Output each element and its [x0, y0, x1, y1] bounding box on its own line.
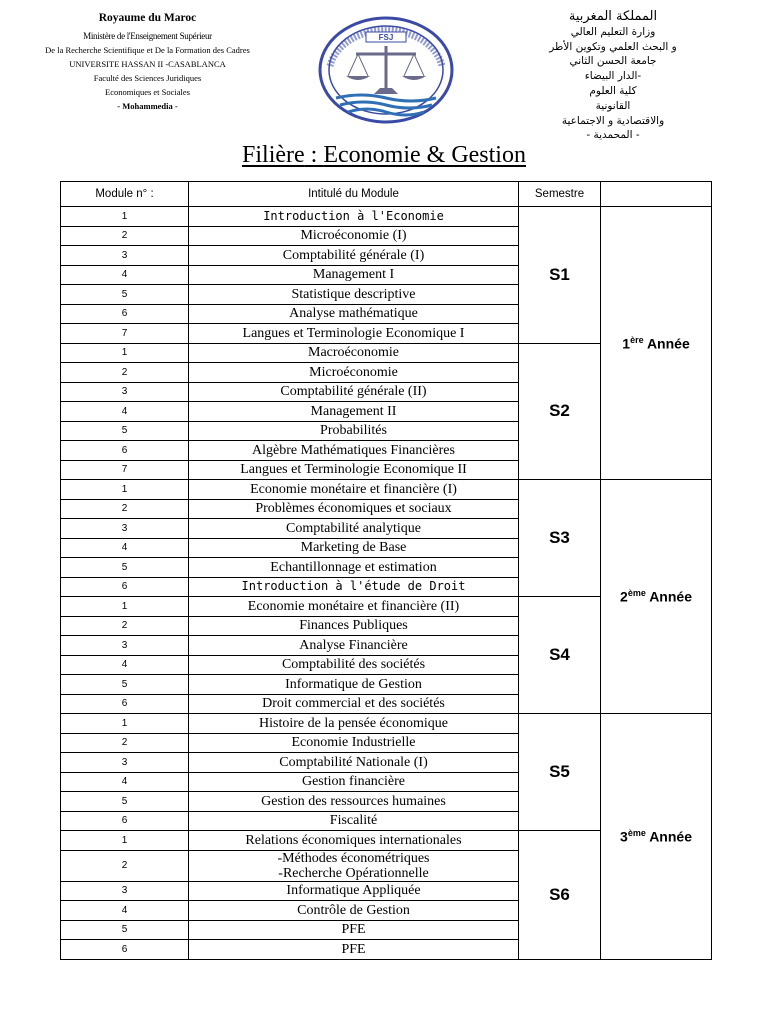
module-title: Echantillonnage et estimation — [189, 558, 519, 578]
research-label: De la Recherche Scientifique et De la Formation des Cadres — [45, 45, 250, 55]
year-cell — [601, 207, 712, 480]
module-number: 3 — [61, 382, 189, 402]
arabic-line-3: و البحث العلمي وتكوين الأطر — [549, 40, 677, 53]
module-title: Gestion financière — [189, 772, 519, 792]
table-row — [61, 207, 712, 227]
year-label: Année — [643, 335, 690, 352]
module-title: Introduction à l'étude de Droit — [189, 577, 519, 597]
semester-cell: S4 — [519, 597, 601, 714]
module-title: Comptabilité des sociétés — [189, 655, 519, 675]
module-title: Algèbre Mathématiques Financières — [189, 441, 519, 461]
module-title: Comptabilité générale (II) — [189, 382, 519, 402]
module-title: Macroéconomie — [189, 343, 519, 363]
semester-cell: S5 — [519, 714, 601, 831]
module-title: Comptabilité Nationale (I) — [189, 753, 519, 773]
module-title: PFE — [189, 920, 519, 940]
semester-cell: S3 — [519, 480, 601, 597]
module-number: 2 — [61, 226, 189, 246]
module-number: 1 — [61, 714, 189, 734]
module-number: 5 — [61, 421, 189, 441]
module-title: Marketing de Base — [189, 538, 519, 558]
arabic-line-2: وزارة التعليم العالي — [570, 25, 656, 38]
title-separator: : — [304, 142, 324, 168]
module-title: Informatique de Gestion — [189, 675, 519, 695]
module-number: 6 — [61, 811, 189, 831]
svg-text:FSJ: FSJ — [378, 33, 394, 42]
header-right — [498, 10, 728, 143]
module-number: 6 — [61, 940, 189, 960]
year-cell — [601, 714, 712, 960]
module-title: Comptabilité analytique — [189, 519, 519, 539]
header-title: Intitulé du Module — [189, 182, 519, 207]
module-number: 5 — [61, 285, 189, 305]
header-year — [601, 182, 712, 207]
module-number: 5 — [61, 675, 189, 695]
module-number: 3 — [61, 881, 189, 901]
module-number: 5 — [61, 920, 189, 940]
module-title: Gestion des ressources humaines — [189, 792, 519, 812]
module-title: Fiscalité — [189, 811, 519, 831]
table-header-row — [61, 182, 712, 207]
module-number: 6 — [61, 577, 189, 597]
module-number: 7 — [61, 324, 189, 344]
module-number: 1 — [61, 207, 189, 227]
module-title — [189, 850, 519, 881]
module-number: 1 — [61, 343, 189, 363]
module-title: Relations économiques internationales — [189, 831, 519, 851]
module-number: 3 — [61, 636, 189, 656]
module-number: 6 — [61, 694, 189, 714]
arabic-line-5: -الدار البيضاء — [584, 70, 642, 83]
table-row — [61, 714, 712, 734]
module-title-line: -Recherche Opérationnelle — [278, 865, 429, 881]
header-module: Module n° : — [61, 182, 189, 207]
arabic-line-4: جامعة الحسن الثاني — [569, 55, 657, 68]
module-number: 4 — [61, 655, 189, 675]
module-title: Probabilités — [189, 421, 519, 441]
city-label: - Mohammedia - — [117, 101, 178, 111]
module-number: 4 — [61, 772, 189, 792]
module-title: Analyse mathématique — [189, 304, 519, 324]
module-number: 4 — [61, 265, 189, 285]
arabic-line-1: المملكة المغربية — [568, 9, 658, 24]
module-title: Histoire de la pensée économique — [189, 714, 519, 734]
module-number: 2 — [61, 616, 189, 636]
ministry-label: Ministère de l'Enseignement Supérieur — [83, 31, 212, 41]
module-number: 3 — [61, 246, 189, 266]
arabic-line-9: - المحمدية - — [586, 129, 640, 142]
year-suffix: ème — [627, 588, 646, 599]
module-title: Droit commercial et des sociétés — [189, 694, 519, 714]
table-row — [61, 480, 712, 500]
module-title: Analyse Financière — [189, 636, 519, 656]
module-number: 2 — [61, 733, 189, 753]
header-semester: Semestre — [519, 182, 601, 207]
module-number: 5 — [61, 792, 189, 812]
module-number: 2 — [61, 363, 189, 383]
title-sub: Economie & Gestion — [323, 142, 526, 168]
module-title: Economie monétaire et financière (I) — [189, 480, 519, 500]
header-left — [25, 12, 270, 113]
module-number: 7 — [61, 460, 189, 480]
year-cell — [601, 480, 712, 714]
module-title: Langues et Terminologie Economique II — [189, 460, 519, 480]
title-main: Filière — [242, 142, 305, 168]
module-title: Statistique descriptive — [189, 285, 519, 305]
module-number: 6 — [61, 441, 189, 461]
module-number: 6 — [61, 304, 189, 324]
faculty-label-2: Economiques et Sociales — [105, 87, 190, 97]
year-suffix: ère — [630, 334, 644, 345]
module-number: 1 — [61, 831, 189, 851]
module-title: Problèmes économiques et sociaux — [189, 499, 519, 519]
module-number: 4 — [61, 538, 189, 558]
module-number: 3 — [61, 753, 189, 773]
module-title: Introduction à l'Economie — [189, 207, 519, 227]
faculty-logo — [316, 14, 456, 126]
module-number: 1 — [61, 480, 189, 500]
kingdom-label: Royaume du Maroc — [98, 12, 197, 24]
module-title: Economie monétaire et financière (II) — [189, 597, 519, 617]
page-title — [0, 142, 768, 169]
semester-cell: S6 — [519, 831, 601, 960]
modules-table — [60, 181, 712, 960]
module-title: Contrôle de Gestion — [189, 901, 519, 921]
module-number: 4 — [61, 901, 189, 921]
module-title-line: -Méthodes économétriques — [277, 850, 430, 866]
module-title: PFE — [189, 940, 519, 960]
module-number: 5 — [61, 558, 189, 578]
faculty-label-1: Faculté des Sciences Juridiques — [93, 73, 202, 83]
year-suffix: ème — [627, 827, 646, 838]
module-title: Microéconomie — [189, 363, 519, 383]
module-number: 2 — [61, 850, 189, 881]
module-title: Economie Industrielle — [189, 733, 519, 753]
module-title: Management II — [189, 402, 519, 422]
module-number: 3 — [61, 519, 189, 539]
module-number: 1 — [61, 597, 189, 617]
module-title: Management I — [189, 265, 519, 285]
module-number: 2 — [61, 499, 189, 519]
year-number: 2 — [620, 588, 628, 605]
module-title: Finances Publiques — [189, 616, 519, 636]
year-number: 3 — [620, 828, 628, 845]
module-title: Microéconomie (I) — [189, 226, 519, 246]
arabic-line-8: والاقتصادية و الاجتماعية — [561, 114, 665, 127]
arabic-line-6: كلية العلوم — [589, 84, 637, 97]
year-label: Année — [645, 588, 692, 605]
module-title: Comptabilité générale (I) — [189, 246, 519, 266]
module-title: Informatique Appliquée — [189, 881, 519, 901]
module-title: Langues et Terminologie Economique I — [189, 324, 519, 344]
semester-cell: S1 — [519, 207, 601, 344]
semester-cell: S2 — [519, 343, 601, 480]
year-number: 1 — [622, 335, 631, 352]
year-label: Année — [645, 828, 692, 845]
university-label: UNIVERSITE HASSAN II -CASABLANCA — [69, 59, 226, 69]
arabic-line-7: القانونية — [595, 99, 631, 112]
module-number: 4 — [61, 402, 189, 422]
